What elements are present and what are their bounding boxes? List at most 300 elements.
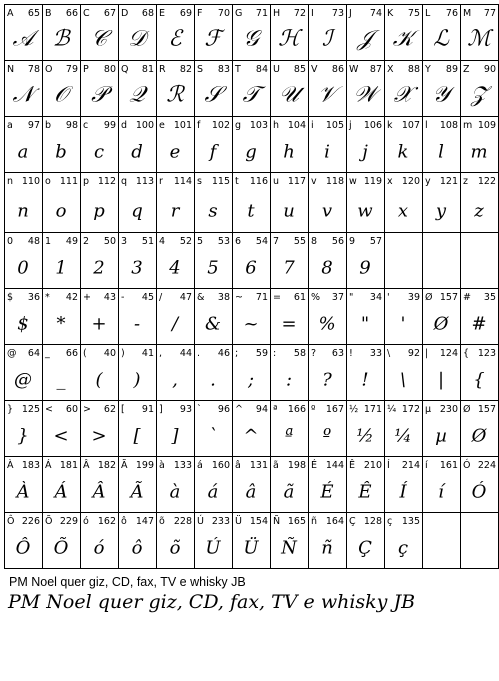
cell-glyph: Â [92,481,106,503]
cell-code-label: 76 [445,8,458,19]
cell-glyph: â [245,481,257,503]
glyph-cell [195,345,233,401]
glyph-cell [309,5,347,61]
cell-code-label: 41 [141,348,154,359]
cell-code-label: 93 [179,404,192,415]
cell-glyph: ` [208,425,218,447]
cell-code-label: 124 [439,348,458,359]
glyph-cell [195,401,233,457]
glyph-cell [461,457,499,513]
cell-glyph: Í [399,481,407,503]
glyph-cell [233,5,271,61]
cell-code-label: 38 [217,292,230,303]
cell-glyph: 9 [359,257,371,279]
cell-char-label: @ [7,348,17,359]
cell-code-label: 51 [141,236,154,247]
cell-char-label: r [159,176,163,187]
cell-code-label: 157 [477,404,496,415]
cell-glyph: } [17,425,29,447]
cell-glyph: õ [169,537,181,559]
cell-char-label: H [273,8,281,19]
cell-char-label: | [425,348,429,359]
cell-char-label: $ [7,292,14,303]
glyph-cell [157,513,195,569]
cell-glyph: : [285,369,293,391]
glyph-cell [157,345,195,401]
cell-code-label: 210 [363,460,382,471]
cell-glyph: 𝒪 [54,82,68,108]
cell-char-label: % [311,292,321,303]
glyph-cell [461,173,499,233]
sample-text-script: PM Noel quer giz, CD, fax, TV e whisky JB [8,591,416,613]
glyph-cell [423,401,461,457]
cell-glyph: d [131,141,143,163]
glyph-cell [233,401,271,457]
glyph-cell [233,117,271,173]
cell-char-label: À [7,460,14,471]
cell-code-label: 66 [65,348,78,359]
cell-code-label: 107 [401,120,420,131]
cell-char-label: C [83,8,90,19]
cell-glyph: l [438,141,444,163]
cell-glyph: c [93,141,105,163]
cell-glyph: h [283,141,295,163]
cell-glyph: x [397,200,409,222]
cell-glyph: 𝒵 [470,82,488,108]
cell-code-label: 133 [173,460,192,471]
cell-glyph: k [397,141,409,163]
glyph-cell [119,401,157,457]
cell-glyph: < [53,425,69,447]
glyph-cell [309,457,347,513]
cell-code-label: 62 [103,404,116,415]
cell-char-label: _ [45,348,50,359]
cell-char-label: * [45,292,50,303]
cell-code-label: 157 [439,292,458,303]
cell-code-label: 226 [21,516,40,527]
glyph-cell [423,173,461,233]
cell-glyph: á [207,481,219,503]
cell-char-label: í [425,460,428,471]
cell-char-label: µ [425,404,432,415]
cell-char-label: ~ [235,292,243,303]
cell-code-label: 56 [331,236,344,247]
cell-code-label: 88 [407,64,420,75]
cell-char-label: Y [425,64,431,75]
cell-glyph: ( [95,369,103,391]
cell-char-label: } [7,404,14,415]
cell-code-label: 33 [369,348,382,359]
cell-glyph: b [55,141,67,163]
cell-char-label: ª [273,404,278,415]
glyph-cell [5,117,43,173]
cell-glyph: i [324,141,330,163]
cell-code-label: 87 [369,64,382,75]
cell-code-label: 69 [179,8,192,19]
cell-code-label: 224 [477,460,496,471]
cell-code-label: 104 [287,120,306,131]
glyph-cell [385,173,423,233]
cell-glyph: ) [133,369,141,391]
cell-code-label: 106 [363,120,382,131]
glyph-cell [271,117,309,173]
cell-code-label: 101 [173,120,192,131]
cell-glyph: Á [54,481,68,503]
cell-code-label: 70 [217,8,230,19]
cell-code-label: 49 [65,236,78,247]
glyph-cell [423,61,461,117]
glyph-cell [81,345,119,401]
cell-glyph: w [357,200,373,222]
cell-glyph: É [320,481,334,503]
cell-code-label: 82 [179,64,192,75]
cell-code-label: 54 [255,236,268,247]
cell-glyph: 𝒦 [392,26,414,52]
cell-glyph: ^ [243,425,259,447]
cell-code-label: 91 [141,404,154,415]
cell-char-label: l [425,120,428,131]
cell-char-label: 2 [83,236,90,247]
glyph-cell [347,61,385,117]
glyph-cell [157,289,195,345]
glyph-cell [233,289,271,345]
cell-code-label: 233 [211,516,230,527]
cell-glyph: 𝒥 [357,26,373,52]
cell-char-label: J [349,8,352,19]
cell-code-label: 123 [477,348,496,359]
cell-code-label: 68 [141,8,154,19]
cell-glyph: ó [93,537,105,559]
cell-glyph: 1 [55,257,67,279]
cell-code-label: 135 [401,516,420,527]
cell-char-label: â [235,460,241,471]
cell-border [461,513,499,569]
glyph-cell [347,173,385,233]
cell-code-label: 113 [135,176,154,187]
glyph-cell [271,401,309,457]
cell-glyph: 0 [17,257,29,279]
cell-code-label: 63 [331,348,344,359]
glyph-cell [43,401,81,457]
cell-glyph: ℰ [168,26,182,52]
glyph-cell [347,289,385,345]
cell-code-label: 172 [401,404,420,415]
cell-char-label: i [311,120,314,131]
cell-code-label: 98 [65,120,78,131]
cell-glyph: @ [14,369,32,391]
cell-glyph: f [209,141,217,163]
cell-glyph: Ê [358,481,372,503]
cell-glyph: 4 [169,257,181,279]
glyph-cell [81,61,119,117]
glyph-cell [461,61,499,117]
cell-char-label: \ [387,348,391,359]
cell-char-label: e [159,120,165,131]
cell-char-label: Â [83,460,90,471]
glyph-cell [195,173,233,233]
cell-char-label: A [7,8,14,19]
cell-glyph: , [172,369,178,391]
glyph-cell [157,233,195,289]
glyph-cell [461,233,499,289]
glyph-cell [423,5,461,61]
cell-code-label: 71 [255,8,268,19]
cell-code-label: 114 [173,176,192,187]
glyph-cell [5,513,43,569]
cell-glyph: m [470,141,488,163]
cell-code-label: 199 [135,460,154,471]
glyph-cell [81,233,119,289]
cell-glyph: s [208,200,218,222]
cell-code-label: 230 [439,404,458,415]
cell-code-label: 105 [325,120,344,131]
cell-char-label: T [235,64,241,75]
cell-code-label: 183 [21,460,40,471]
cell-code-label: 67 [103,8,116,19]
cell-glyph: ℒ [433,26,449,52]
cell-glyph: ℱ [204,26,222,52]
cell-code-label: 81 [141,64,154,75]
cell-char-label: ½ [349,404,359,415]
cell-char-label: ^ [235,404,243,415]
cell-glyph: 𝒬 [129,82,145,108]
glyph-cell [195,457,233,513]
cell-char-label: n [7,176,14,187]
cell-code-label: 121 [439,176,458,187]
cell-code-label: 111 [59,176,78,187]
glyph-cell [195,117,233,173]
cell-code-label: 52 [179,236,192,247]
glyph-cell [5,457,43,513]
cell-code-label: 53 [217,236,230,247]
cell-char-label: ñ [311,516,318,527]
glyph-cell [5,173,43,233]
cell-char-label: a [7,120,13,131]
cell-char-label: á [197,460,203,471]
cell-char-label: I [311,8,314,19]
cell-glyph: 𝒫 [91,82,107,108]
glyph-cell [81,5,119,61]
glyph-cell [385,513,423,569]
cell-code-label: 77 [483,8,496,19]
cell-char-label: Ô [7,516,15,527]
glyph-cell [461,289,499,345]
cell-char-label: s [197,176,202,187]
cell-glyph: r [170,200,180,222]
cell-char-label: S [197,64,204,75]
glyph-cell [119,457,157,513]
cell-glyph: Ô [15,537,31,559]
glyph-cell [195,61,233,117]
cell-char-label: + [83,292,91,303]
cell-border [385,233,423,289]
glyph-cell [271,457,309,513]
cell-code-label: 228 [173,516,192,527]
cell-code-label: 119 [363,176,382,187]
cell-char-label: N [7,64,15,75]
cell-glyph: { [473,369,485,391]
glyph-cell [43,289,81,345]
cell-char-label: c [83,120,89,131]
glyph-cell [309,173,347,233]
cell-code-label: 167 [325,404,344,415]
glyph-cell [81,457,119,513]
cell-char-label: y [425,176,431,187]
cell-glyph: p [93,200,105,222]
glyph-cell [385,233,423,289]
glyph-cell [81,117,119,173]
cell-glyph: ? [322,369,332,391]
cell-glyph: 3 [131,257,143,279]
cell-glyph: ¼ [394,425,412,447]
cell-code-label: 79 [65,64,78,75]
cell-glyph: u [283,200,295,222]
cell-char-label: Ç [349,516,356,527]
glyph-cell [157,457,195,513]
cell-char-label: h [273,120,280,131]
cell-code-label: 108 [439,120,458,131]
cell-glyph: í [438,481,444,503]
cell-glyph: & [204,313,222,335]
cell-glyph: e [169,141,181,163]
cell-glyph: 𝒜 [12,26,34,52]
cell-char-label: ç [387,516,393,527]
glyph-cell [81,173,119,233]
cell-code-label: 46 [217,348,230,359]
cell-code-label: 116 [249,176,268,187]
cell-glyph: / [171,313,179,335]
glyph-cell [81,289,119,345]
glyph-cell [233,345,271,401]
cell-char-label: 1 [45,236,52,247]
cell-code-label: 128 [363,516,382,527]
cell-char-label: : [273,348,277,359]
cell-char-label: d [121,120,128,131]
cell-glyph: ℐ [321,26,333,52]
cell-char-label: " [349,292,354,303]
glyph-cell [423,117,461,173]
cell-code-label: 84 [255,64,268,75]
glyph-cell [271,233,309,289]
glyph-cell [233,457,271,513]
cell-char-label: { [463,348,470,359]
cell-code-label: 75 [407,8,420,19]
cell-char-label: 0 [7,236,14,247]
glyph-cell [119,345,157,401]
cell-char-label: & [197,292,205,303]
glyph-cell [5,345,43,401]
cell-char-label: D [121,8,129,19]
cell-code-label: 43 [103,292,116,303]
glyph-cell [195,5,233,61]
cell-code-label: 50 [103,236,116,247]
glyph-cell [461,401,499,457]
cell-char-label: P [83,64,89,75]
cell-glyph: 𝒯 [242,82,260,108]
cell-char-label: ` [197,404,202,415]
glyph-cell [119,289,157,345]
cell-char-label: m [463,120,473,131]
cell-char-label: Q [121,64,129,75]
cell-char-label: W [349,64,359,75]
glyph-cell [233,61,271,117]
cell-code-label: 80 [103,64,116,75]
glyph-cell [233,233,271,289]
glyph-cell [81,513,119,569]
glyph-cell [423,513,461,569]
cell-code-label: 214 [401,460,420,471]
cell-code-label: 117 [287,176,306,187]
cell-char-label: õ [159,516,165,527]
cell-glyph: Ã [130,481,144,503]
cell-glyph: _ [56,369,66,391]
cell-glyph: j [362,141,368,163]
glyph-cell [271,513,309,569]
cell-code-label: 58 [293,348,306,359]
glyph-cell [43,117,81,173]
cell-glyph: Ó [471,481,487,503]
cell-glyph: ô [131,537,143,559]
cell-glyph: * [56,313,66,335]
cell-char-label: 9 [349,236,356,247]
glyph-cell [43,61,81,117]
glyph-cell [81,401,119,457]
cell-glyph: 8 [321,257,333,279]
cell-code-label: 171 [363,404,382,415]
cell-char-label: z [463,176,468,187]
cell-code-label: 102 [211,120,230,131]
cell-code-label: 122 [477,176,496,187]
cell-char-label: É [311,460,318,471]
glyph-cell [347,513,385,569]
cell-char-label: Ñ [273,516,281,527]
cell-code-label: 78 [27,64,40,75]
cell-char-label: 7 [273,236,280,247]
glyph-cell [195,289,233,345]
glyph-cell [423,345,461,401]
cell-glyph: 𝒢 [243,26,259,52]
glyph-cell [385,457,423,513]
glyph-cell [43,233,81,289]
cell-glyph: ã [283,481,295,503]
glyph-cell [271,61,309,117]
glyph-cell [119,61,157,117]
cell-char-label: w [349,176,357,187]
glyph-cell [5,289,43,345]
cell-code-label: 37 [331,292,344,303]
cell-code-label: 44 [179,348,192,359]
cell-glyph: À [16,481,30,503]
cell-border [423,513,461,569]
cell-glyph: º [322,425,332,447]
cell-glyph: > [91,425,107,447]
cell-code-label: 59 [255,348,268,359]
cell-char-label: 5 [197,236,204,247]
glyph-cell [385,401,423,457]
cell-code-label: 48 [27,236,40,247]
sample-text-plain: PM Noel quer giz, CD, fax, TV e whisky JB [9,575,246,589]
glyph-cell [43,345,81,401]
cell-code-label: 198 [287,460,306,471]
cell-glyph: - [133,313,141,335]
cell-glyph: 𝒩 [12,82,34,108]
glyph-cell [157,173,195,233]
cell-code-label: 60 [65,404,78,415]
cell-code-label: 74 [369,8,382,19]
cell-char-label: v [311,176,317,187]
glyph-cell [385,61,423,117]
cell-char-label: Ø [463,404,471,415]
